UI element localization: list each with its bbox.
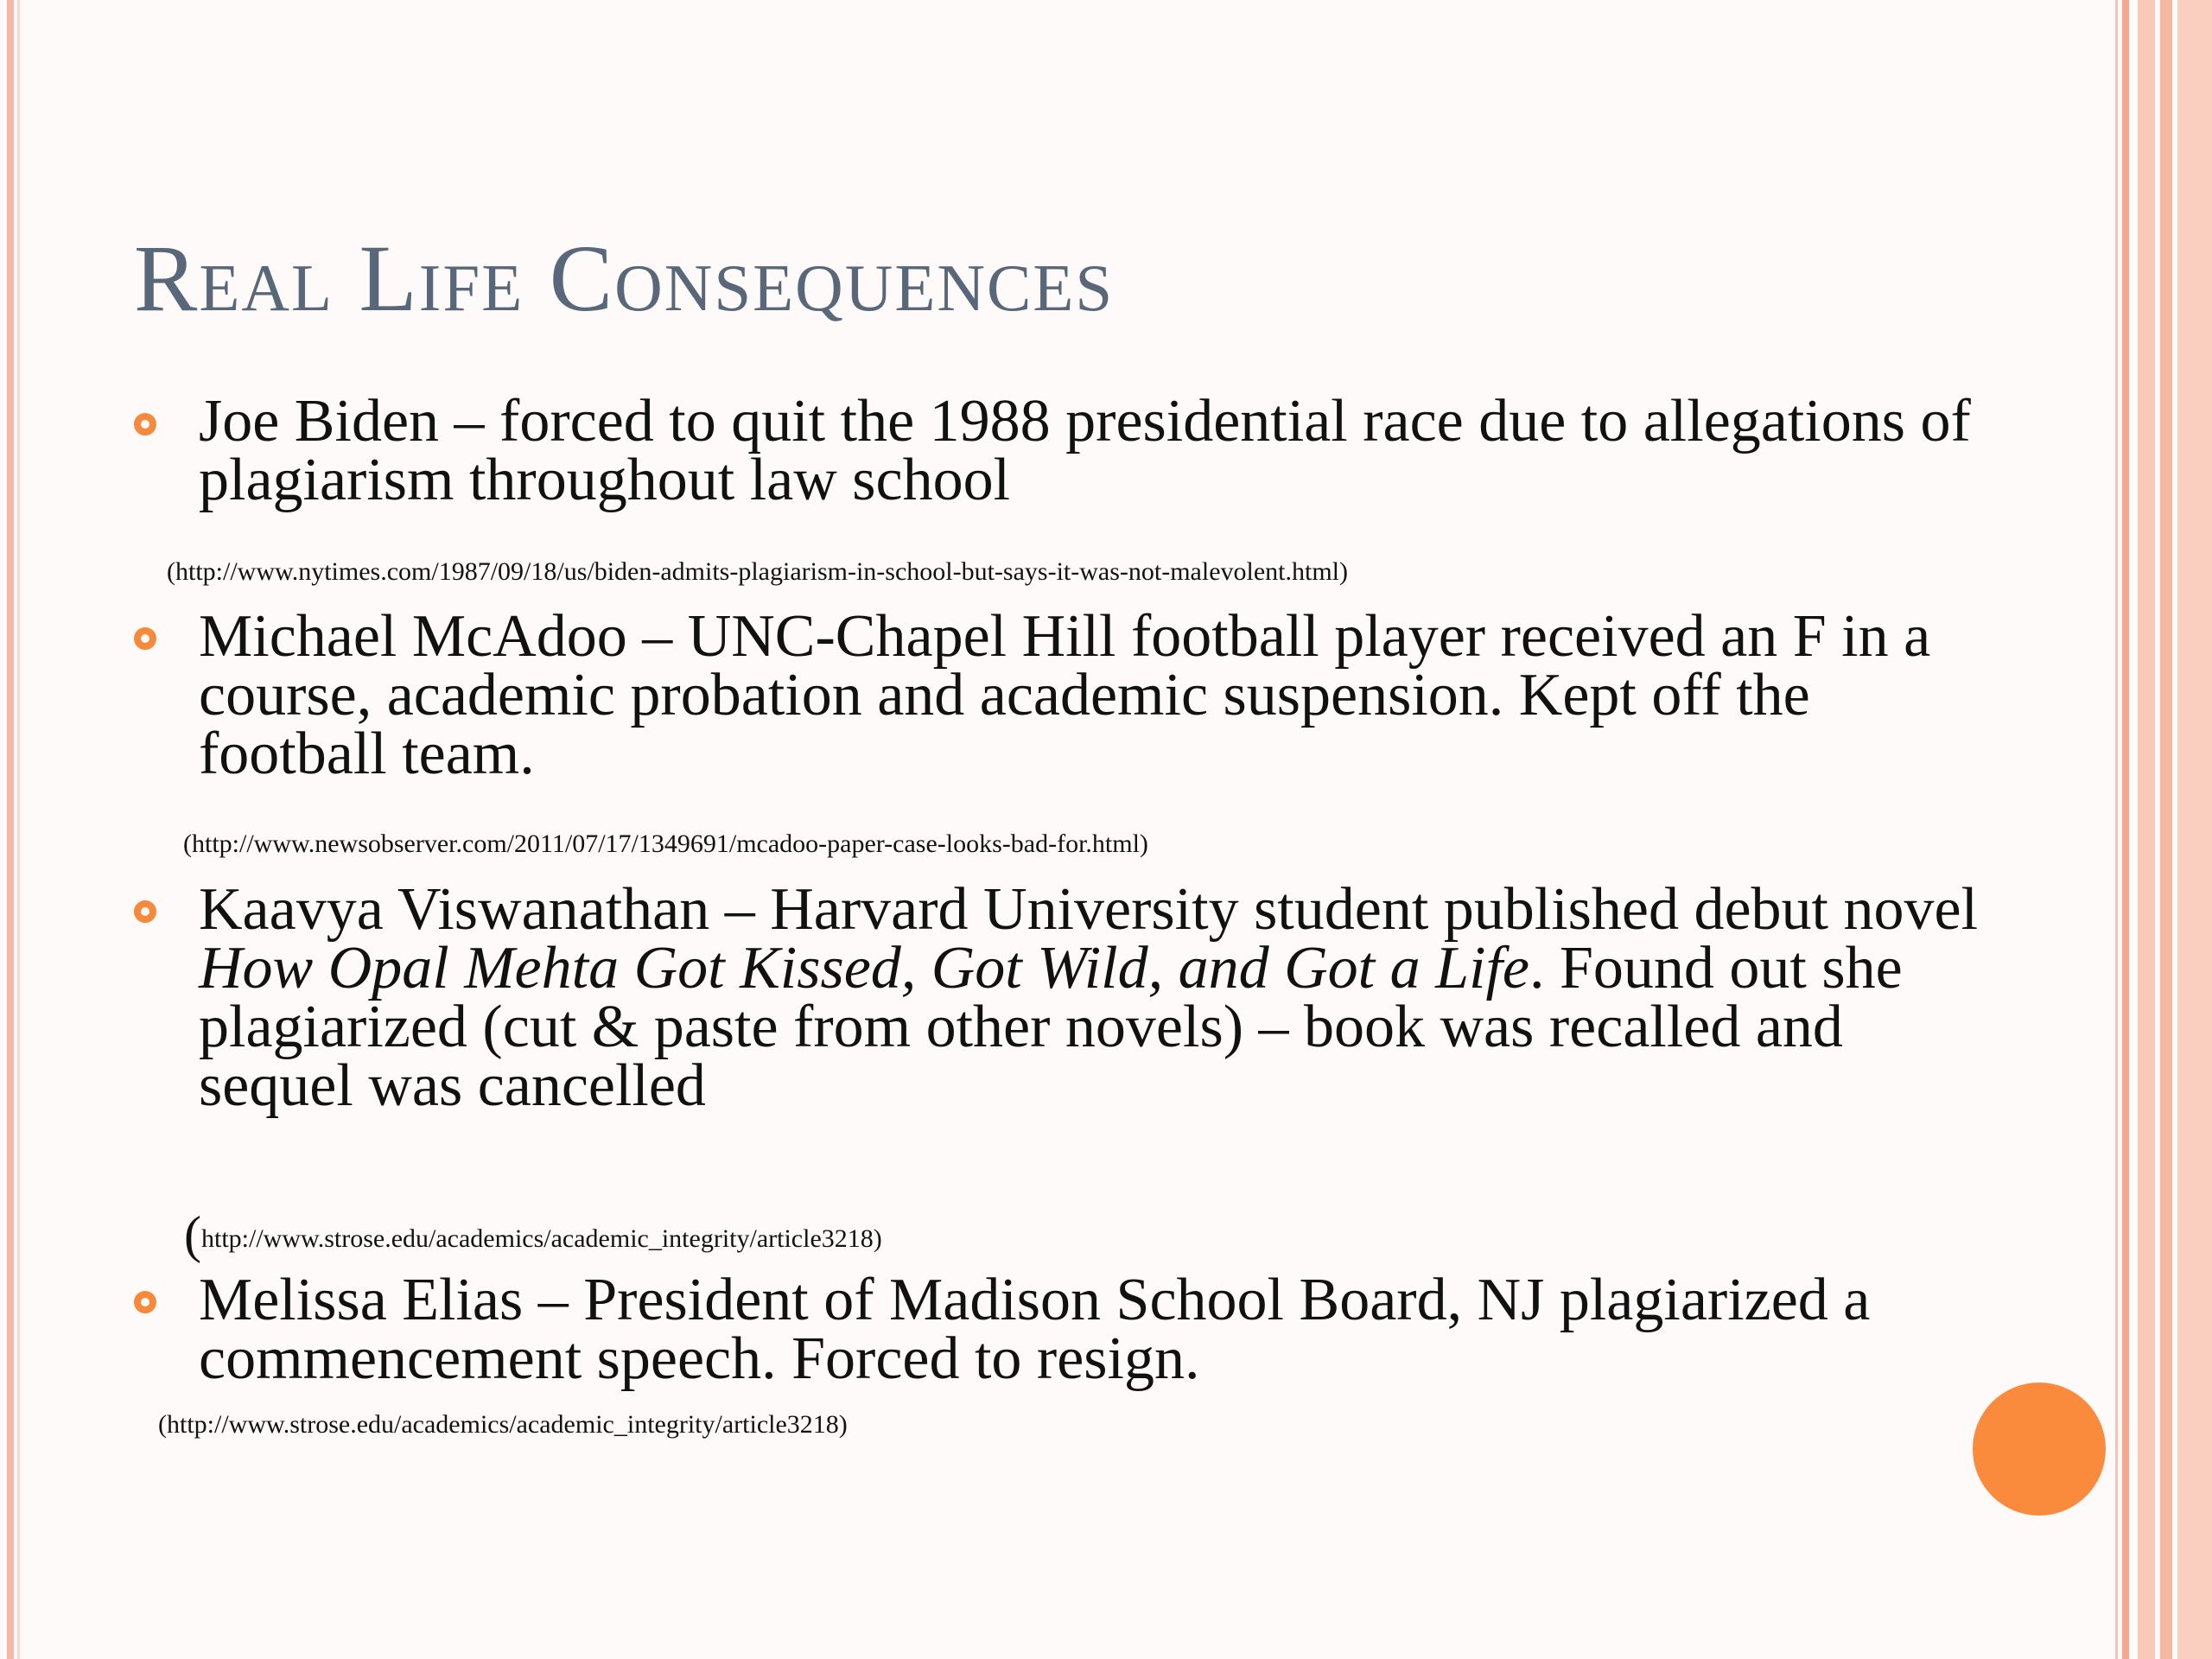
bullet-icon [134, 1291, 156, 1313]
left-border-stripe [7, 0, 14, 1659]
right-border-stripe-3 [2138, 0, 2155, 1659]
right-border-stripe-5 [2177, 0, 2212, 1659]
bullet-icon [134, 413, 156, 435]
left-border-thin-stripe [17, 0, 20, 1659]
citation-viswanathan [184, 1205, 882, 1265]
bullet-icon [134, 627, 156, 650]
citation-mcadoo: (http://www.newsobserver.com/2011/07/17/1349691/mcadoo-paper-case-looks-bad-for.html) [183, 830, 1148, 858]
citation-elias: (http://www.strose.edu/academics/academic_integrity/article3218) [158, 1410, 848, 1439]
decorative-orange-circle [1973, 1382, 2106, 1516]
item-text-before: Kaavya Viswanathan – Harvard University student published debut novel [199, 876, 1979, 943]
bullet-icon [134, 900, 156, 923]
citation-url: http://www.strose.edu/academics/academic_integrity/article3218) [200, 1224, 882, 1253]
bullet-item-mcadoo: Michael McAdoo – UNC-Chapel Hill football player received an F in a course, academic probation and academic suspension. Kept off the football team. [199, 603, 1931, 787]
citation-biden: (http://www.nytimes.com/1987/09/18/us/biden-admits-plagiarism-in-school-but-says-it-was-not-malevolent.html) [167, 557, 1348, 586]
citation-open-paren: ( [184, 1206, 201, 1263]
bullet-item-viswanathan [199, 876, 1996, 1119]
right-border-stripe-2 [2122, 0, 2129, 1659]
item-text-after: . Found out she plagiarized (cut & paste from other novels) – book was recalled and sequel was cancelled [199, 935, 1903, 1119]
novel-title: How Opal Mehta Got Kissed, Got Wild, and Got a Life [199, 935, 1529, 1001]
slide-title: Real Life Consequences [134, 226, 1115, 331]
bullet-item-elias: Melissa Elias – President of Madison School Board, NJ plagiarized a commencement speech. Forced to resign. [199, 1267, 1871, 1392]
bullet-item-biden: Joe Biden – forced to quit the 1988 presidential race due to allegations of plagiarism throughout law school [199, 388, 1971, 513]
right-border-stripe-4 [2160, 0, 2172, 1659]
right-border-stripe-1 [2115, 0, 2118, 1659]
